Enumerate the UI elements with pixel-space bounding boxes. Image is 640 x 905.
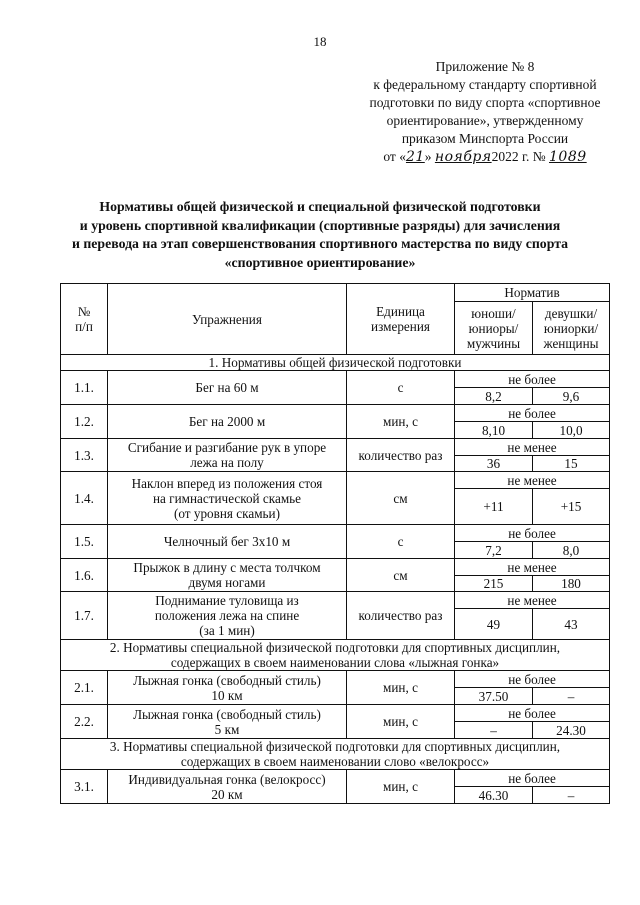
row-exercise — [108, 559, 347, 592]
text-line: 1. Нормативы общей физической подготовки — [208, 355, 462, 370]
row-unit: см — [347, 559, 455, 592]
row-unit: с — [347, 371, 455, 405]
value-male: – — [455, 722, 533, 739]
appendix-title: Приложение № 8 — [435, 59, 535, 74]
row-number: 1.4. — [61, 472, 108, 525]
text-line: Бег на 60 м — [195, 380, 259, 395]
text-line: Бег на 2000 м — [188, 414, 266, 429]
page-number: 18 — [313, 34, 327, 49]
row-condition: не менее — [455, 439, 610, 456]
row-number: 1.7. — [61, 592, 108, 640]
text-line: Поднимание туловища из — [155, 593, 299, 608]
row-number: 3.1. — [61, 770, 108, 804]
text-line: № — [77, 304, 91, 319]
value-male: +11 — [455, 489, 533, 525]
row-number: 1.1. — [61, 371, 108, 405]
text-line: Единица — [376, 304, 425, 319]
table-row — [61, 405, 610, 422]
handwritten-day: 21 — [405, 149, 425, 165]
appendix-line: ориентирование», утвержденному — [386, 113, 584, 128]
title-line: и уровень спортивной квалификации (спортивные разряды) для зачисления — [79, 217, 561, 233]
text-line: женщины — [543, 335, 599, 351]
header-row — [61, 284, 610, 302]
row-number: 2.1. — [61, 671, 108, 705]
header-norm: Норматив — [455, 284, 610, 302]
value-male: 37.50 — [455, 688, 533, 705]
row-condition: не более — [455, 671, 610, 688]
section-header-row — [61, 640, 610, 671]
appendix-line: подготовки по виду спорта «спортивное — [369, 95, 601, 110]
row-exercise — [108, 592, 347, 640]
date-mid: » — [424, 149, 432, 164]
text-line: Индивидуальная гонка (велокросс) — [128, 771, 326, 787]
row-unit: мин, с — [347, 770, 455, 804]
header-num — [61, 284, 108, 355]
value-male: 8,2 — [455, 388, 533, 405]
section-header-row — [61, 739, 610, 770]
date-year: 2022 г. № — [491, 149, 546, 164]
value-male: 7,2 — [455, 542, 533, 559]
value-female: 9,6 — [533, 388, 610, 405]
row-exercise — [108, 439, 347, 472]
row-number: 1.5. — [61, 525, 108, 559]
section-title — [61, 355, 610, 371]
table-row — [61, 671, 610, 688]
row-number: 1.6. — [61, 559, 108, 592]
text-line: юноши/ — [471, 305, 516, 321]
row-exercise — [108, 371, 347, 405]
text-line: содержащих в своем наименовании слова «лыжная гонка» — [170, 655, 500, 670]
text-line: Челночный бег 3х10 м — [163, 534, 291, 549]
row-unit: мин, с — [347, 405, 455, 439]
header-exercise: Упражнения — [108, 284, 347, 355]
row-exercise — [108, 770, 347, 804]
text-line: Сгибание и разгибание рук в упоре — [127, 440, 327, 455]
text-line: 20 км — [211, 786, 243, 802]
row-number: 1.2. — [61, 405, 108, 439]
text-line: (от уровня скамьи) — [173, 505, 281, 521]
row-unit: количество раз — [347, 592, 455, 640]
text-line: двумя ногами — [188, 575, 266, 590]
section-title — [61, 739, 610, 770]
value-female: – — [533, 688, 610, 705]
title-line: «спортивное ориентирование» — [224, 254, 416, 270]
value-male: 8,10 — [455, 422, 533, 439]
value-female: 24.30 — [533, 722, 610, 739]
row-unit: мин, с — [347, 705, 455, 739]
value-female: – — [533, 787, 610, 804]
row-condition: не более — [455, 405, 610, 422]
value-female: 8,0 — [533, 542, 610, 559]
document-title — [40, 198, 600, 272]
table-row — [61, 525, 610, 542]
table-row — [61, 592, 610, 609]
row-exercise — [108, 472, 347, 525]
section-header-row — [61, 355, 610, 371]
row-exercise — [108, 671, 347, 705]
appendix-line: приказом Минспорта России — [401, 131, 569, 146]
text-line: лежа на полу — [190, 455, 264, 470]
row-number: 2.2. — [61, 705, 108, 739]
table-row — [61, 705, 610, 722]
row-condition: не более — [455, 371, 610, 388]
table-row — [61, 371, 610, 388]
row-condition: не более — [455, 770, 610, 787]
row-condition: не менее — [455, 472, 610, 489]
row-condition: не менее — [455, 559, 610, 576]
text-line: 2. Нормативы специальной физической подготовки для спортивных дисциплин, — [109, 640, 561, 655]
header-male — [455, 302, 533, 355]
text-line: п/п — [75, 319, 93, 334]
row-number: 1.3. — [61, 439, 108, 472]
table-row — [61, 439, 610, 456]
value-female: 43 — [533, 609, 610, 640]
text-line: Прыжок в длину с места толчком — [133, 560, 321, 575]
value-female: 180 — [533, 576, 610, 592]
section-title — [61, 640, 610, 671]
date-prefix: от « — [383, 149, 406, 164]
value-female: +15 — [533, 489, 610, 525]
handwritten-month: ноября — [434, 149, 492, 165]
value-female: 15 — [533, 456, 610, 472]
text-line: положения лежа на спине — [154, 608, 300, 623]
table-row — [61, 770, 610, 787]
value-male: 215 — [455, 576, 533, 592]
text-line: мужчины — [466, 335, 521, 351]
text-line: измерения — [371, 319, 430, 334]
header-female — [533, 302, 610, 355]
appendix-header — [340, 58, 630, 166]
row-exercise — [108, 405, 347, 439]
table-row — [61, 472, 610, 489]
value-female: 10,0 — [533, 422, 610, 439]
text-line: Лыжная гонка (свободный стиль) — [133, 672, 321, 688]
text-line: (за 1 мин) — [199, 623, 255, 638]
value-male: 36 — [455, 456, 533, 472]
row-unit: см — [347, 472, 455, 525]
handwritten-order-number: 1089 — [549, 149, 587, 165]
table-body — [61, 284, 610, 804]
row-exercise — [108, 705, 347, 739]
appendix-line: к федеральному стандарту спортивной — [373, 77, 597, 92]
title-line: и перевода на этап совершенствования спортивного мастерства по виду спорта — [71, 236, 569, 251]
text-line: 3. Нормативы специальной физической подготовки для спортивных дисциплин, — [109, 739, 561, 754]
table-row — [61, 559, 610, 576]
row-exercise — [108, 525, 347, 559]
appendix-date-line — [340, 148, 630, 166]
value-male: 49 — [455, 609, 533, 640]
row-unit: количество раз — [347, 439, 455, 472]
row-condition: не более — [455, 705, 610, 722]
text-line: на гимнастической скамье — [152, 490, 302, 506]
standards-table — [60, 283, 610, 804]
text-line: девушки/ — [544, 305, 598, 321]
value-male: 46.30 — [455, 787, 533, 804]
title-line: Нормативы общей физической и специальной физической подготовки — [99, 199, 541, 214]
text-line: юниорки/ — [543, 320, 599, 336]
text-line: Наклон вперед из положения стоя — [131, 475, 323, 491]
header-unit — [347, 284, 455, 355]
row-unit: мин, с — [347, 671, 455, 705]
row-unit: с — [347, 525, 455, 559]
row-condition: не более — [455, 525, 610, 542]
text-line: содержащих в своем наименовании слово «велокросс» — [180, 754, 490, 769]
row-condition: не менее — [455, 592, 610, 609]
text-line: Лыжная гонка (свободный стиль) — [133, 706, 321, 722]
text-line: 5 км — [214, 721, 240, 737]
text-line: 10 км — [211, 687, 243, 703]
text-line: юниоры/ — [468, 320, 519, 336]
